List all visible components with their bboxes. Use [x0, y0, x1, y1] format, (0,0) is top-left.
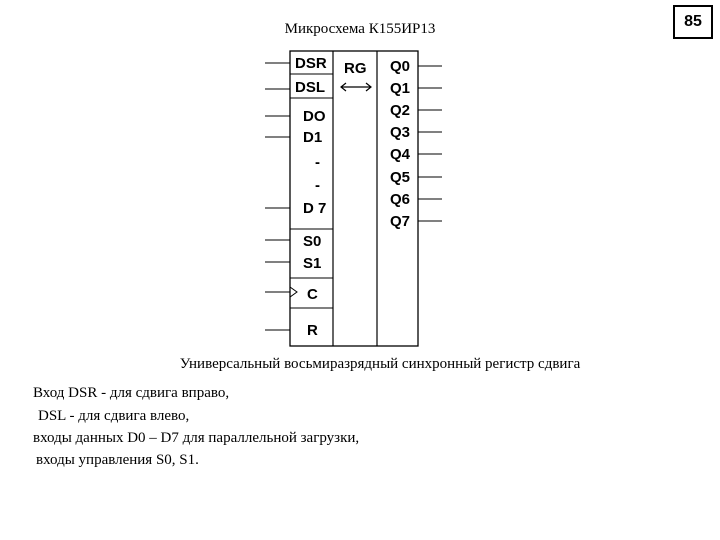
pin-label-q3: Q3 — [390, 124, 411, 141]
description-line-3: входы данных D0 – D7 для параллельной загрузки, — [33, 430, 360, 446]
pin-label-s1: S1 — [303, 255, 322, 272]
description-line-1: Вход DSR - для сдвига вправо, — [33, 385, 230, 401]
diagram-caption: Универсальный восьмиразрядный синхронный регистр сдвига — [179, 356, 581, 372]
clock-triangle-icon — [290, 287, 297, 297]
pin-label-d7: D 7 — [303, 200, 327, 217]
slide-title: Микросхема К155ИР13 — [284, 21, 436, 37]
description-line-4: входы управления S0, S1. — [36, 452, 199, 468]
description-line-2: DSL - для сдвига влево, — [38, 408, 190, 424]
function-label: RG — [344, 60, 367, 77]
pin-label-d0: DO — [303, 108, 326, 125]
pin-label-q2: Q2 — [390, 102, 411, 119]
pin-label-dash-2: - — [315, 177, 320, 194]
pin-label-q6: Q6 — [390, 191, 411, 208]
pin-label-q0: Q0 — [390, 58, 411, 75]
page-number-badge: 85 — [673, 5, 713, 39]
pin-label-q1: Q1 — [390, 80, 411, 97]
pin-label-q4: Q4 — [390, 146, 411, 163]
pin-label-d1: D1 — [303, 129, 323, 146]
pin-label-c: C — [307, 286, 318, 303]
pin-label-q7: Q7 — [390, 213, 411, 230]
shift-direction-arrow-icon — [341, 83, 371, 91]
pin-label-dsl: DSL — [295, 79, 325, 96]
pin-label-r: R — [307, 322, 318, 339]
pin-label-s0: S0 — [303, 233, 322, 250]
pin-label-q5: Q5 — [390, 169, 411, 186]
pin-label-dash-1: - — [315, 154, 320, 171]
pin-label-dsr: DSR — [295, 55, 327, 72]
